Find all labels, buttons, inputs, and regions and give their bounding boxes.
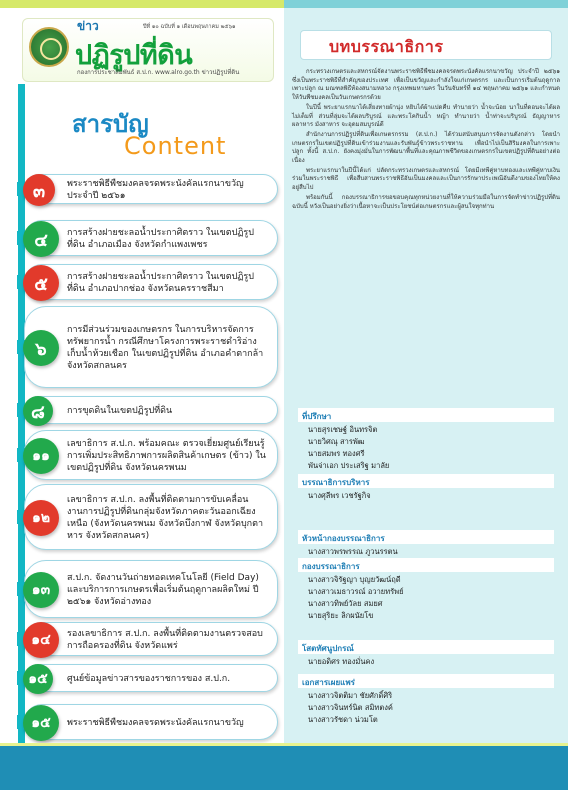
toc-page-number: ๘ [23, 396, 53, 426]
staff-section-heading: บรรณาธิการบริหาร [298, 474, 554, 488]
toc-title-thai: สารบัญ [72, 110, 149, 138]
staff-section-heading: ที่ปรึกษา [298, 408, 554, 422]
staff-name: นางสาวทิพย์วัลย สมยศ [308, 599, 383, 608]
toc-item-title: ส.ป.ก. จัดงานวันถ่ายทอดเทคโนโลยี (Field Day) และบริการการเกษตรเพื่อเริ่มต้นฤดูกาลผลิตใหม่ ปี ๒๕๖๑ จังหวัดอ่างทอง [67, 573, 259, 607]
editorial-body [292, 68, 560, 396]
staff-name-list [298, 488, 554, 504]
editorial-header [300, 30, 552, 60]
editorial-column [284, 8, 568, 746]
toc-item[interactable] [24, 622, 278, 656]
masthead-title: ปฏิรูปที่ดิน [75, 40, 193, 71]
staff-name-list [298, 422, 554, 474]
toc-item[interactable] [24, 704, 278, 740]
toc-item-title: การสร้างฝายชะลอน้ำประกาศิตราว ในเขตปฏิรูปที่ดิน อำเภอเมือง จังหวัดกำแพงเพชร [67, 228, 254, 250]
staff-name: นางสาวจิตติมา ชัยศักดิ์ศิริ [308, 691, 393, 700]
staff-section [298, 674, 554, 728]
toc-page-number: ๕ [23, 265, 59, 301]
staff-name: พันจ่าเอก ประเสริฐ มาลัย [308, 461, 390, 470]
toc-item-title: พระราชพิธีพืชมงคลจรดพระนังคัลแรกนาขวัญ [67, 718, 244, 728]
toc-item[interactable] [24, 484, 278, 550]
masthead-issue: ปีที่ ๑๐ ฉบับที่ ๑ เดือนพฤษภาคม ๒๕๖๑ [143, 24, 236, 30]
editorial-paragraph: สำนักงานการปฏิรูปที่ดินเพื่อเกษตรกรรม (ส.ป.ก.) ได้ร่วมสนับสนุนการจัดงานดังกล่าว โดยนำเกษตรกรในเขตปฏิรูปที่ดินเข้าร่วมงานและรับพันธุ์ข้าวพระราชทาน เพื่อนำไปเป็นสิริมงคลในการเพาะปลูก ทั้งนี้ ส.ป.ก. ยังคงมุ่งมั่นในการพัฒนาพื้นที่และคุณภาพชีวิตของเกษตรกรในเขตปฏิรูปที่ดินอย่างต่อเนื่อง [292, 130, 560, 165]
staff-section [298, 558, 554, 624]
toc-page-number: ๓ [23, 174, 55, 206]
toc-page-number: ๑๕ [23, 664, 53, 694]
toc-page-number: ๑๑ [23, 438, 59, 474]
staff-name: นางสาวจินทร์นิต สมิทตงค์ [308, 703, 393, 712]
staff-name: นายสุริยะ ลิกผนัยโข [308, 611, 374, 620]
toc-item[interactable] [24, 220, 278, 256]
staff-section-heading: โสตทัศนูปกรณ์ [298, 640, 554, 654]
toc-item-title: การสร้างฝายชะลอน้ำประกาศิตราว ในเขตปฏิรูปที่ดิน อำเภอปากช่อง จังหวัดนครราชสีมา [67, 272, 254, 294]
toc-page-number: ๑๕ [23, 705, 59, 741]
top-strip-right [284, 0, 568, 8]
alro-seal-logo [29, 27, 69, 67]
staff-name: นางสาวรัชดา น่วมโต [308, 715, 378, 724]
toc-page-number: ๑๒ [23, 500, 59, 536]
toc-item[interactable] [24, 664, 278, 692]
toc-item[interactable] [24, 560, 278, 618]
toc-page-number: ๑๔ [23, 622, 59, 658]
editorial-paragraph: ในปีนี้ พระยาแรกนาได้เสี่ยงทายผ้านุ่ง หยิบได้ผ้าแปดคืบ ทำนายว่า น้ำจะน้อย นาในที่ดอนจะได้ผลไม่เต็มที่ ส่วนที่ลุ่มจะได้ผลบริบูรณ์ และพระโคกินน้ำ หญ้า ทำนายว่า น้ำท่าจะบริบูรณ์ ธัญญาหาร ผลาหาร มังสาหาร จะอุดมสมบูรณ์ดี [292, 103, 560, 129]
staff-name: นางสาวเมธาวรณ์ อวายทรัพย์ [308, 587, 404, 596]
toc-item-title: การมีส่วนร่วมของเกษตรกร ในการบริหารจัดการทรัพยากรน้ำ กรณีศึกษาโครงการพระราชดำริอ่างเก็บน้ำห้วยเชือก ในเขตปฏิรูปที่ดิน อำเภอคำตากล้า จังหวัดสกลนคร [67, 325, 264, 371]
masthead-subline: กองการประชาสัมพันธ์ ส.ป.ก. www.alro.go.th ข่าวปฏิรูปที่ดิน [77, 69, 240, 76]
toc-item-title: รองเลขาธิการ ส.ป.ก. ลงพื้นที่ติดตามงานตรวจสอบการถือครองที่ดิน จังหวัดแพร่ [67, 629, 263, 651]
staff-name: นางสาวจิรัฐญา บุญยวัฒน์ฤดี [308, 575, 401, 584]
masthead-tag: ข่าว [77, 19, 99, 33]
editorial-title: บทบรรณาธิการ [329, 37, 444, 56]
toc-item-title: การขุดดินในเขตปฏิรูปที่ดิน [67, 406, 173, 416]
editorial-paragraph: กระทรวงเกษตรและสหกรณ์จัดงานพระราชพิธีพืชมงคลจรดพระนังคัลแรกนาขวัญ ประจำปี ๒๕๖๑ ซึ่งเป็นพระราชพิธีที่สำคัญของประเทศ เพื่อเป็นขวัญและกำลังใจแก่เกษตรกร และเป็นการเริ่มต้นฤดูกาลเพาะปลูก ณ มณฑลพิธีท้องสนามหลวง กรุงเทพมหานคร ในวันจันทร์ที่ ๑๔ พฤษภาคม ๒๕๖๑ และกำหนดให้วันพืชมงคลเป็นวันเกษตรกรด้วย [292, 68, 560, 102]
staff-section [298, 408, 554, 474]
bottom-band [0, 746, 568, 790]
staff-name: นายอดิศร ทองมั่นคง [308, 657, 375, 666]
top-strip-left [0, 0, 284, 8]
masthead [22, 18, 274, 82]
toc-item[interactable] [24, 306, 278, 388]
staff-name-list [298, 688, 554, 728]
staff-section-heading: กองบรรณาธิการ [298, 558, 554, 572]
toc-item[interactable] [24, 396, 278, 424]
staff-name: นายสมพร ทองศรี [308, 449, 365, 458]
staff-name: นายวิศณุ สารพัฒ [308, 437, 365, 446]
toc-item-title: พระราชพิธีพืชมงคลจรดพระนังคัลแรกนาขวัญ ประจำปี ๒๕๖๑ [67, 179, 244, 201]
toc-item-title: ศูนย์ข้อมูลข่าวสารของราชการของ ส.ป.ก. [67, 674, 231, 684]
toc-item[interactable] [24, 430, 278, 480]
toc-column [0, 8, 284, 746]
toc-title-english: Content [124, 132, 227, 160]
staff-section-heading: หัวหน้ากองบรรณาธิการ [298, 530, 554, 544]
toc-page-number: ๖ [23, 330, 59, 366]
staff-section [298, 640, 554, 670]
staff-name-list [298, 572, 554, 624]
toc-page-number: ๑๓ [23, 572, 59, 608]
toc-page-number: ๔ [23, 221, 59, 257]
staff-section [298, 474, 554, 504]
toc-item[interactable] [24, 174, 278, 204]
toc-item[interactable] [24, 264, 278, 300]
staff-section [298, 530, 554, 560]
editorial-paragraph: พร้อมกันนี้ กองบรรณาธิการขอขอบคุณทุกหน่วยงานที่ให้ความร่วมมือในการจัดทำข่าวปฏิรูปที่ดินฉบับนี้ หวังเป็นอย่างยิ่งว่าเนื้อหาจะเป็นประโยชน์ต่อเกษตรกรและผู้สนใจทุกท่าน [292, 193, 560, 210]
editorial-paragraph: พระยาแรกนาในปีนี้ได้แก่ ปลัดกระทรวงเกษตรและสหกรณ์ โดยมีเทพีคู่หาบทองและเทพีคู่หาบเงิน ร่วมในพระราชพิธี เพื่อสืบสานพระราชพิธีอันเป็นมงคลและเป็นการรักษาประเพณีอันดีงามของไทยให้คงอยู่สืบไป [292, 166, 560, 192]
staff-name: นางสาวพรพรรณ ภูวนรรตน [308, 547, 398, 556]
staff-name: นางศุลีพร เวชรัฐกิจ [308, 491, 371, 500]
staff-section-heading: เอกสารเผยแพร่ [298, 674, 554, 688]
staff-name: นายสุรเชษฐ์ อินทรจิต [308, 425, 378, 434]
staff-name-list [298, 654, 554, 670]
toc-item-title: เลขาธิการ ส.ป.ก. พร้อมคณะ ตรวจเยี่ยมศูนย์เรียนรู้การเพิ่มประสิทธิภาพการผลิตสินค้าเกษตร (ข้าว) ในเขตปฏิรูปที่ดิน จังหวัดนครพนม [67, 439, 266, 473]
toc-item-title: เลขาธิการ ส.ป.ก. ลงพื้นที่ติดตามการขับเคลื่อนงานการปฏิรูปที่ดินกลุ่มจังหวัดภาคตะวันออกเฉียงเหนือ (จังหวัดนครพนม จังหวัดบึงกาฬ จังหวัดบุกตาหาร จังหวัดสกลนคร) [67, 495, 264, 541]
